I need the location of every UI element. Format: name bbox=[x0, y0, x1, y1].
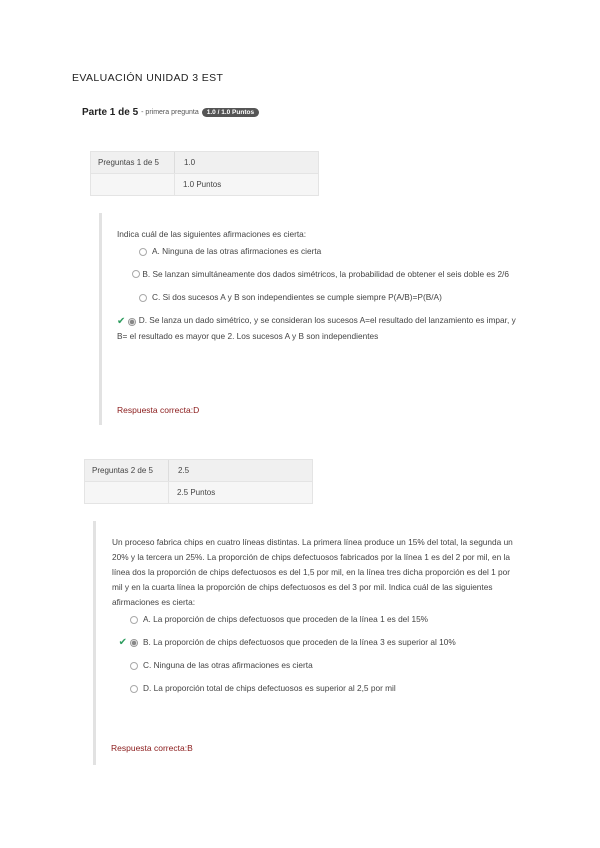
radio-icon-selected[interactable] bbox=[130, 639, 138, 647]
question-2-option-d[interactable] bbox=[112, 681, 518, 696]
question-1-option-d[interactable] bbox=[117, 313, 519, 344]
radio-icon[interactable] bbox=[130, 685, 138, 693]
question-1-option-c[interactable] bbox=[117, 290, 519, 305]
question-2-option-b[interactable] bbox=[112, 635, 518, 650]
question-1-correct-answer: Respuesta correcta:D bbox=[117, 405, 200, 415]
checkmark-icon: ✔ bbox=[117, 316, 126, 327]
radio-icon[interactable] bbox=[139, 248, 147, 256]
option-text: A. Ninguna de las otras afirmaciones es cierta bbox=[152, 246, 322, 256]
option-text: B. La proporción de chips defectuosos que proceden de la línea 3 es superior al 10% bbox=[143, 637, 456, 647]
radio-icon-selected[interactable] bbox=[128, 318, 136, 326]
question-2-correct-answer: Respuesta correcta:B bbox=[111, 743, 193, 753]
option-text: B. Se lanzan simultáneamente dos dados simétricos, la probabilidad de obtener el seis doble es 2/6 bbox=[142, 269, 509, 279]
question-2-number: Preguntas 2 de 5 bbox=[85, 460, 169, 481]
question-1-value: 1.0 bbox=[184, 158, 196, 167]
radio-icon[interactable] bbox=[132, 270, 140, 278]
question-2-header bbox=[84, 459, 313, 504]
option-text: C. Si dos sucesos A y B son independientes se cumple siempre P(A/B)=P(B/A) bbox=[152, 292, 442, 302]
option-text: D. La proporción total de chips defectuosos es superior al 2,5 por mil bbox=[143, 683, 396, 693]
question-2-option-c[interactable] bbox=[112, 658, 518, 673]
radio-icon[interactable] bbox=[139, 294, 147, 302]
question-2-points: 2.5 Puntos bbox=[177, 488, 216, 497]
question-1-number: Preguntas 1 de 5 bbox=[91, 152, 175, 173]
question-2-body bbox=[93, 521, 518, 765]
part-label: Parte 1 de 5 bbox=[82, 107, 139, 118]
part-indicator bbox=[82, 107, 259, 118]
document-title: EVALUACIÓN UNIDAD 3 EST bbox=[72, 72, 224, 84]
question-1-header bbox=[90, 151, 319, 196]
question-1-option-b[interactable] bbox=[117, 267, 519, 282]
part-subtitle: - primera pregunta bbox=[141, 109, 199, 116]
question-1-body bbox=[99, 213, 519, 425]
question-1-option-a[interactable] bbox=[117, 244, 519, 259]
question-2-text: Un proceso fabrica chips en cuatro líneas distintas. La primera línea produce un 15% del total, la segunda un 20% y la tercera un 25%. La proporción de chips defectuosos fabricados por la línea 1 es del 2 por mil, en la línea dos la proporción de chips defectuosos es del 1,5 por mil, en la línea tres dicha proporción es del 1 por mil y en la cuarta línea la proporción de chips defectuosos es del 3 por mil. Indica cuál de las siguientes afirmaciones es cierta: bbox=[112, 537, 513, 607]
question-2-value: 2.5 bbox=[178, 466, 190, 475]
radio-icon[interactable] bbox=[130, 662, 138, 670]
radio-icon[interactable] bbox=[130, 616, 138, 624]
option-text: D. Se lanza un dado simétrico, y se consideran los sucesos A=el resultado del lanzamiento es impar, y B= el resultado es mayor que 2. Los sucesos A y B son independientes bbox=[117, 315, 516, 341]
question-1-points: 1.0 Puntos bbox=[183, 180, 222, 189]
option-text: C. Ninguna de las otras afirmaciones es cierta bbox=[143, 660, 313, 670]
option-text: A. La proporción de chips defectuosos que proceden de la línea 1 es del 15% bbox=[143, 614, 429, 624]
score-badge: 1.0 / 1.0 Puntos bbox=[202, 108, 259, 117]
question-1-text: Indica cuál de las siguientes afirmaciones es cierta: bbox=[117, 229, 307, 239]
checkmark-icon: ✔ bbox=[118, 637, 127, 648]
question-2-option-a[interactable] bbox=[112, 612, 518, 627]
